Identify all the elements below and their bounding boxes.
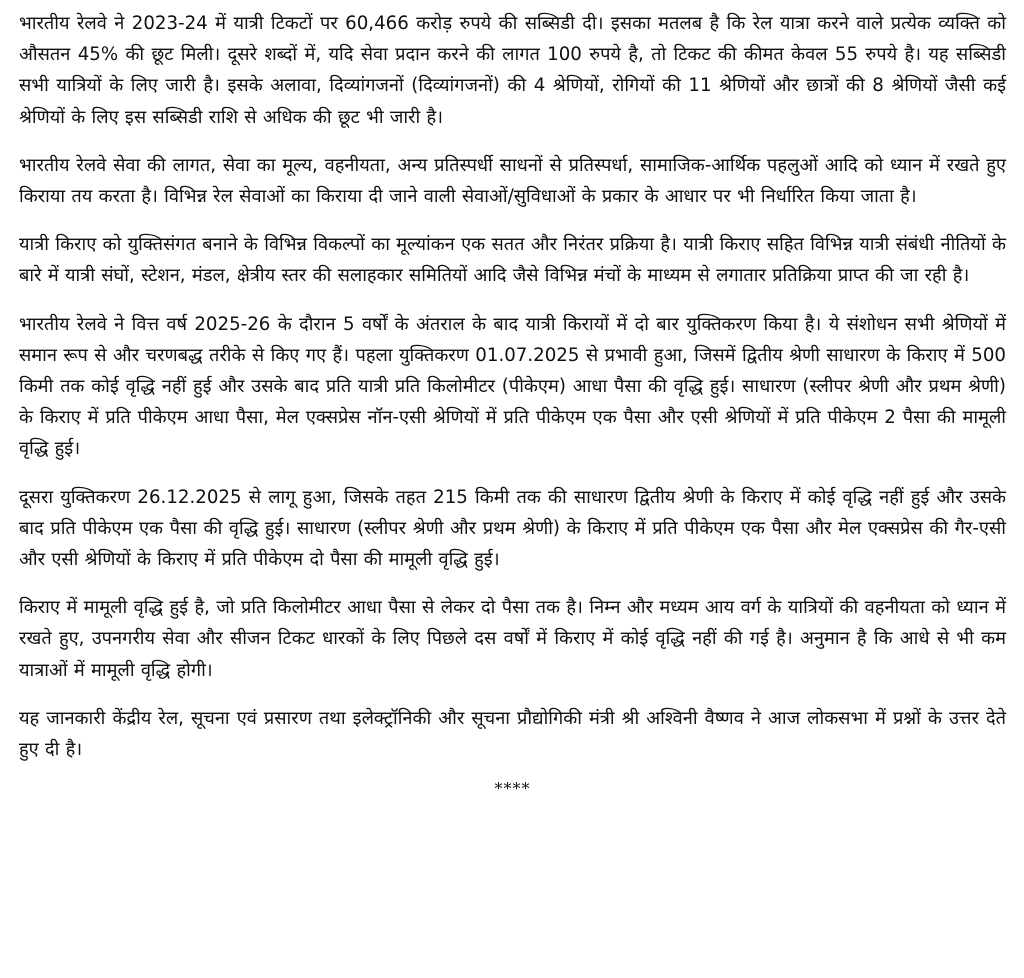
end-mark: ****	[494, 779, 531, 799]
paragraph-source-statement: यह जानकारी केंद्रीय रेल, सूचना एवं प्रसारण तथा इलेक्ट्रॉनिकी और सूचना प्रौद्योगिकी मंत्री श्री अश्विनी वैष्णव ने आज लोकसभा में प्रश्नों के उत्तर देते हुए दी है।	[19, 707, 1006, 761]
paragraph-rationalization-process: यात्री किराए को युक्तिसंगत बनाने के विभिन्न विकल्पों का मूल्यांकन एक सतत और निरंतर प्रक्रिया है। यात्री किराए सहित विभिन्न यात्री संबंधी नीतियों के बारे में यात्री संघों, स्टेशन, मंडल, क्षेत्रीय स्तर की सलाहकार समितियों आदि जैसे विभिन्न मंचों के माध्यम से लगातार प्रतिक्रिया प्राप्त की जा रही है।	[19, 234, 1006, 287]
paragraph-first-rationalization: भारतीय रेलवे ने वित्त वर्ष 2025-26 के दौरान 5 वर्षों के अंतराल के बाद यात्री किरायों में दो बार युक्तिकरण किया है। ये संशोधन सभी श्रेणियों में समान रूप से और चरणबद्ध तरीके से किए गए हैं। पहला युक्तिकरण 01.07.2025 से प्रभावी हुआ, जिसमें द्वितीय श्रेणी साधारण के किराए में 500 किमी तक कोई वृद्धि नहीं हुई और उसके बाद प्रति यात्री प्रति किलोमीटर (पीकेएम) आधा पैसा की वृद्धि हुई। साधारण (स्लीपर श्रेणी और प्रथम श्रेणी) के किराए में प्रति पीकेएम आधा पैसा, मेल एक्सप्रेस नॉन-एसी श्रेणियों में प्रति पीकेएम एक पैसा और एसी श्रेणियों में प्रति पीकेएम 2 पैसा की मामूली वृद्धि हुई।	[19, 313, 1006, 460]
paragraph-fare-increase-summary: किराए में मामूली वृद्धि हुई है, जो प्रति किलोमीटर आधा पैसा से लेकर दो पैसा तक है। निम्न और मध्यम आय वर्ग के यात्रियों की वहनीयता को ध्यान में रखते हुए, उपनगरीय सेवा और सीजन टिकट धारकों के लिए पिछले दस वर्षों में किराए में कोई वृद्धि नहीं की गई है। अनुमान है कि आधे से भी कम यात्राओं में मामूली वृद्धि होगी।	[19, 597, 1006, 681]
paragraph-subsidy: भारतीय रेलवे ने 2023-24 में यात्री टिकटों पर 60,466 करोड़ रुपये की सब्सिडी दी। इसका मतलब है कि रेल यात्रा करने वाले प्रत्येक व्यक्ति को औसतन 45% की छूट मिली। दूसरे शब्दों में, यदि सेवा प्रदान करने की लागत 100 रुपये है, तो टिकट की कीमत केवल 55 रुपये है। यह सब्सिडी सभी यात्रियों के लिए जारी है। इसके अलावा, दिव्यांगजनों (दिव्यांगजनों) की 4 श्रेणियों, रोगियों की 11 श्रेणियों और छात्रों की 8 श्रेणियों जैसी कई श्रेणियों के लिए इस सब्सिडी राशि से अधिक की छूट भी जारी है।	[19, 13, 1006, 128]
paragraph-fare-basis: भारतीय रेलवे सेवा की लागत, सेवा का मूल्य, वहनीयता, अन्य प्रतिस्पर्धी साधनों से प्रतिस्पर्धा, सामाजिक-आर्थिक पहलुओं आदि को ध्यान में रखते हुए किराया तय करता है। विभिन्न रेल सेवाओं का किराया दी जाने वाली सेवाओं/सुविधाओं के प्रकार के आधार पर भी निर्धारित किया जाता है।	[19, 154, 1006, 208]
paragraph-second-rationalization: दूसरा युक्तिकरण 26.12.2025 से लागू हुआ, जिसके तहत 215 किमी तक की साधारण द्वितीय श्रेणी के किराए में कोई वृद्धि नहीं हुई और उसके बाद प्रति पीकेएम एक पैसा की वृद्धि हुई। साधारण (स्लीपर श्रेणी और प्रथम श्रेणी) के किराए में प्रति पीकेएम एक पैसा और मेल एक्सप्रेस की गैर-एसी और एसी श्रेणियों के किराए में प्रति पीकेएम दो पैसा की मामूली वृद्धि हुई।	[19, 486, 1006, 571]
